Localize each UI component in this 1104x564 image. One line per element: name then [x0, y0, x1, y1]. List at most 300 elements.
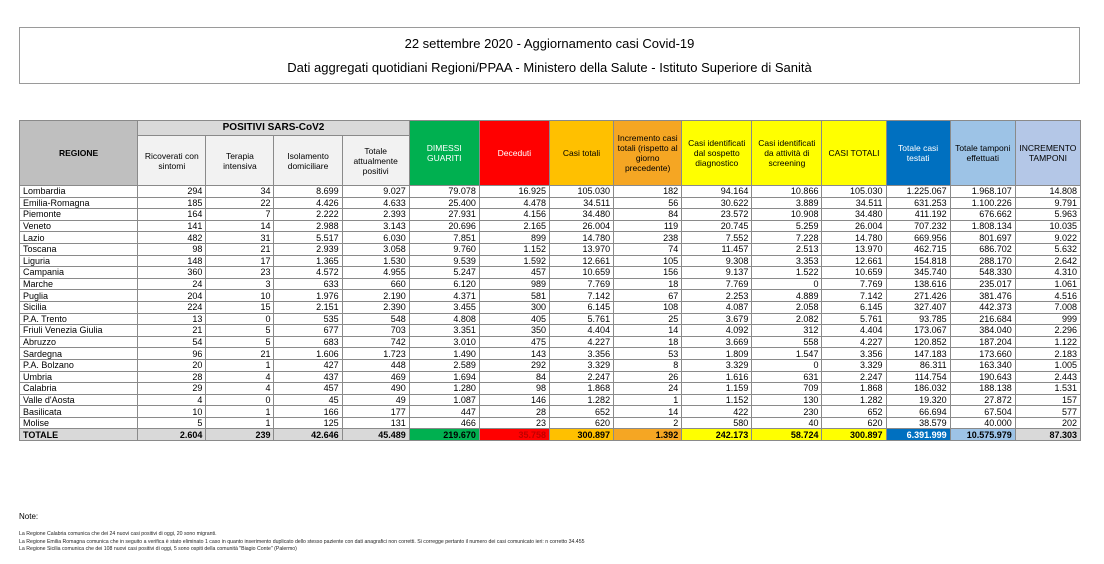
table-cell: 3.329 [822, 359, 886, 371]
col-header-casi-totali-2: CASI TOTALI [822, 121, 886, 186]
col-header-regione: REGIONE [20, 121, 138, 186]
table-cell: 7.769 [822, 278, 886, 290]
table-cell: 74 [614, 243, 682, 255]
table-cell: 1.100.226 [950, 197, 1015, 209]
region-name-cell: Marche [20, 278, 138, 290]
table-cell: 7 [206, 209, 274, 221]
table-cell: 4.371 [409, 290, 479, 302]
table-cell: 466 [409, 417, 479, 429]
table-cell: 0 [206, 394, 274, 406]
table-cell: 108 [614, 301, 682, 313]
table-cell: 652 [822, 406, 886, 418]
table-cell: 2.988 [274, 220, 342, 232]
table-cell: 18 [614, 336, 682, 348]
table-cell: 558 [752, 336, 822, 348]
table-cell: 177 [342, 406, 409, 418]
table-cell: 86.311 [886, 359, 950, 371]
col-header-sospetto-diagnostico: Casi identificati dal sospetto diagnostico [682, 121, 752, 186]
table-cell: 3 [206, 278, 274, 290]
table-cell: 457 [274, 383, 342, 395]
table-cell: 9.022 [1015, 232, 1080, 244]
table-cell: 405 [479, 313, 549, 325]
table-cell: 1.592 [479, 255, 549, 267]
table-cell: 66.694 [886, 406, 950, 418]
total-cell: 10.575.979 [950, 429, 1015, 441]
region-name-cell: Toscana [20, 243, 138, 255]
table-cell: 292 [479, 359, 549, 371]
table-cell: 5.761 [822, 313, 886, 325]
table-cell: 1 [206, 417, 274, 429]
report-title-box [19, 27, 1080, 84]
table-row [20, 278, 1081, 290]
table-cell: 5.517 [274, 232, 342, 244]
table-cell: 84 [479, 371, 549, 383]
table-cell: 29 [138, 383, 206, 395]
table-cell: 801.697 [950, 232, 1015, 244]
table-cell: 27.872 [950, 394, 1015, 406]
region-name-cell: Sicilia [20, 301, 138, 313]
table-row [20, 209, 1081, 221]
total-cell: 35.758 [479, 429, 549, 441]
region-name-cell: P.A. Bolzano [20, 359, 138, 371]
col-header-ricoverati: Ricoverati con sintomi [138, 136, 206, 186]
table-cell: 620 [822, 417, 886, 429]
table-cell: 5.963 [1015, 209, 1080, 221]
table-cell: 703 [342, 325, 409, 337]
table-cell: 5 [206, 325, 274, 337]
table-cell: 411.192 [886, 209, 950, 221]
table-cell: 105.030 [822, 186, 886, 198]
table-cell: 1.282 [822, 394, 886, 406]
table-cell: 3.353 [752, 255, 822, 267]
table-cell: 7.142 [549, 290, 613, 302]
table-cell: 9.760 [409, 243, 479, 255]
notes-heading: Note: [19, 512, 39, 521]
table-cell: 294 [138, 186, 206, 198]
table-cell: 34 [206, 186, 274, 198]
table-cell: 5 [138, 417, 206, 429]
table-cell: 482 [138, 232, 206, 244]
total-cell: 1.392 [614, 429, 682, 441]
table-cell: 27.931 [409, 209, 479, 221]
region-name-cell: Basilicata [20, 406, 138, 418]
table-cell: 381.476 [950, 290, 1015, 302]
table-cell: 204 [138, 290, 206, 302]
table-cell: 143 [479, 348, 549, 360]
table-cell: 1 [614, 394, 682, 406]
table-row [20, 313, 1081, 325]
region-name-cell: Emilia-Romagna [20, 197, 138, 209]
table-cell: 230 [752, 406, 822, 418]
table-row [20, 359, 1081, 371]
table-cell: 19.320 [886, 394, 950, 406]
note-line: La Regione Sicilia comunica che dei 108 nuovi casi positivi di oggi, 5 sono ospiti della comunità "Biagio Conte" (Palermo) [19, 546, 297, 552]
table-cell: 4.955 [342, 267, 409, 279]
table-cell: 4.426 [274, 197, 342, 209]
table-cell: 1.005 [1015, 359, 1080, 371]
table-cell: 23 [479, 417, 549, 429]
table-cell: 384.040 [950, 325, 1015, 337]
table-cell: 1.490 [409, 348, 479, 360]
table-cell: 34.480 [549, 209, 613, 221]
region-name-cell: Calabria [20, 383, 138, 395]
table-cell: 288.170 [950, 255, 1015, 267]
table-cell: 26 [614, 371, 682, 383]
table-cell: 4.404 [549, 325, 613, 337]
table-cell: 271.426 [886, 290, 950, 302]
report-title: 22 settembre 2020 - Aggiornamento casi Covid-19 [404, 36, 695, 51]
region-name-cell: P.A. Trento [20, 313, 138, 325]
table-cell: 98 [138, 243, 206, 255]
table-cell: 2.247 [822, 371, 886, 383]
table-cell: 2.165 [479, 220, 549, 232]
table-cell: 53 [614, 348, 682, 360]
table-cell: 2.183 [1015, 348, 1080, 360]
region-name-cell: Lombardia [20, 186, 138, 198]
table-cell: 6.145 [822, 301, 886, 313]
table-row [20, 220, 1081, 232]
table-cell: 4.889 [752, 290, 822, 302]
table-cell: 462.715 [886, 243, 950, 255]
table-cell: 448 [342, 359, 409, 371]
total-cell: 6.391.999 [886, 429, 950, 441]
col-header-screening: Casi identificati da attività di screening [752, 121, 822, 186]
table-cell: 2.253 [682, 290, 752, 302]
table-cell: 1.547 [752, 348, 822, 360]
note-line: La Regione Calabria comunica che dei 24 nuovi casi positivi di oggi, 20 sono migranti. [19, 531, 217, 537]
table-cell: 2.058 [752, 301, 822, 313]
table-cell: 45 [274, 394, 342, 406]
table-cell: 4.808 [409, 313, 479, 325]
table-cell: 437 [274, 371, 342, 383]
region-name-cell: Campania [20, 267, 138, 279]
table-cell: 11.457 [682, 243, 752, 255]
table-cell: 581 [479, 290, 549, 302]
table-cell: 120.852 [886, 336, 950, 348]
region-name-cell: Piemonte [20, 209, 138, 221]
table-cell: 235.017 [950, 278, 1015, 290]
table-cell: 5 [206, 336, 274, 348]
table-cell: 10.035 [1015, 220, 1080, 232]
region-name-cell: Umbria [20, 371, 138, 383]
table-row [20, 301, 1081, 313]
total-label-cell: TOTALE [20, 429, 138, 441]
table-cell: 166 [274, 406, 342, 418]
table-cell: 3.329 [549, 359, 613, 371]
table-cell: 1.282 [549, 394, 613, 406]
table-cell: 2.513 [752, 243, 822, 255]
total-cell: 2.604 [138, 429, 206, 441]
table-cell: 1.225.067 [886, 186, 950, 198]
table-row [20, 267, 1081, 279]
table-row [20, 197, 1081, 209]
table-cell: 12.661 [549, 255, 613, 267]
table-cell: 67 [614, 290, 682, 302]
table-cell: 14 [614, 406, 682, 418]
table-cell: 2.082 [752, 313, 822, 325]
table-cell: 38.579 [886, 417, 950, 429]
total-cell: 239 [206, 429, 274, 441]
table-cell: 4.310 [1015, 267, 1080, 279]
table-cell: 669.956 [886, 232, 950, 244]
table-cell: 24 [614, 383, 682, 395]
table-cell: 1.152 [682, 394, 752, 406]
table-cell: 3.669 [682, 336, 752, 348]
table-cell: 3.679 [682, 313, 752, 325]
table-cell: 7.552 [682, 232, 752, 244]
table-cell: 28 [479, 406, 549, 418]
table-cell: 5.761 [549, 313, 613, 325]
table-cell: 10 [206, 290, 274, 302]
table-cell: 442.373 [950, 301, 1015, 313]
table-cell: 709 [752, 383, 822, 395]
total-cell: 300.897 [822, 429, 886, 441]
table-cell: 141 [138, 220, 206, 232]
table-cell: 56 [614, 197, 682, 209]
table-cell: 2.190 [342, 290, 409, 302]
note-line: La Regione Emilia Romagna comunica che in seguito a verifica è stato eliminato 1 caso in quanto inserimento duplicato dello stesso paziente con dati anagrafici non corretti. Si corregge pertanto il numero dei casi comunicato ieri: n corretto 34.455 [19, 538, 585, 545]
table-cell: 156 [614, 267, 682, 279]
table-cell: 707.232 [886, 220, 950, 232]
table-cell: 9.027 [342, 186, 409, 198]
table-row [20, 336, 1081, 348]
table-cell: 34.480 [822, 209, 886, 221]
table-row [20, 255, 1081, 267]
table-cell: 999 [1015, 313, 1080, 325]
table-cell: 1.616 [682, 371, 752, 383]
table-cell: 20.745 [682, 220, 752, 232]
table-row [20, 406, 1081, 418]
table-cell: 148 [138, 255, 206, 267]
col-header-incremento-casi: Incremento casi totali (rispetto al giorno precedente) [614, 121, 682, 186]
col-header-attualmente-positivi: Totale attualmente positivi [342, 136, 409, 186]
table-cell: 677 [274, 325, 342, 337]
table-cell: 14.808 [1015, 186, 1080, 198]
table-row [20, 232, 1081, 244]
table-cell: 3.889 [752, 197, 822, 209]
total-cell: 45.489 [342, 429, 409, 441]
table-cell: 22 [206, 197, 274, 209]
table-cell: 676.662 [950, 209, 1015, 221]
table-cell: 185 [138, 197, 206, 209]
table-cell: 164 [138, 209, 206, 221]
group-header-positivi: POSITIVI SARS-CoV2 [138, 121, 410, 136]
table-cell: 14 [206, 220, 274, 232]
table-cell: 182 [614, 186, 682, 198]
total-cell: 300.897 [549, 429, 613, 441]
table-row [20, 186, 1081, 198]
table-cell: 9.137 [682, 267, 752, 279]
table-cell: 26.004 [549, 220, 613, 232]
table-cell: 79.078 [409, 186, 479, 198]
table-cell: 1.808.134 [950, 220, 1015, 232]
table-cell: 2.247 [549, 371, 613, 383]
table-cell: 4 [206, 371, 274, 383]
table-cell: 130 [752, 394, 822, 406]
table-cell: 10 [138, 406, 206, 418]
region-name-cell: Abruzzo [20, 336, 138, 348]
table-cell: 652 [549, 406, 613, 418]
table-cell: 1.522 [752, 267, 822, 279]
table-cell: 125 [274, 417, 342, 429]
table-cell: 23 [206, 267, 274, 279]
table-cell: 4.516 [1015, 290, 1080, 302]
table-cell: 40 [752, 417, 822, 429]
table-cell: 6.030 [342, 232, 409, 244]
table-cell: 2.393 [342, 209, 409, 221]
table-cell: 5.632 [1015, 243, 1080, 255]
table-cell: 3.356 [549, 348, 613, 360]
table-cell: 114.754 [886, 371, 950, 383]
table-cell: 15 [206, 301, 274, 313]
region-name-cell: Valle d'Aosta [20, 394, 138, 406]
table-cell: 633 [274, 278, 342, 290]
table-cell: 13 [138, 313, 206, 325]
table-cell: 4 [206, 383, 274, 395]
table-cell: 2.642 [1015, 255, 1080, 267]
table-cell: 1 [206, 406, 274, 418]
region-name-cell: Sardegna [20, 348, 138, 360]
table-cell: 18 [614, 278, 682, 290]
region-name-cell: Liguria [20, 255, 138, 267]
table-cell: 26.004 [822, 220, 886, 232]
table-cell: 631 [752, 371, 822, 383]
table-cell: 5.247 [409, 267, 479, 279]
table-cell: 105.030 [549, 186, 613, 198]
covid-regional-table [19, 120, 1081, 441]
table-cell: 25 [614, 313, 682, 325]
table-cell: 216.684 [950, 313, 1015, 325]
table-cell: 21 [206, 243, 274, 255]
table-cell: 490 [342, 383, 409, 395]
region-name-cell: Lazio [20, 232, 138, 244]
table-cell: 1.868 [549, 383, 613, 395]
table-cell: 96 [138, 348, 206, 360]
table-cell: 9.791 [1015, 197, 1080, 209]
table-cell: 21 [138, 325, 206, 337]
table-cell: 17 [206, 255, 274, 267]
table-cell: 1.122 [1015, 336, 1080, 348]
table-cell: 163.340 [950, 359, 1015, 371]
table-cell: 660 [342, 278, 409, 290]
total-cell: 42.646 [274, 429, 342, 441]
table-cell: 300 [479, 301, 549, 313]
table-cell: 98 [479, 383, 549, 395]
table-cell: 422 [682, 406, 752, 418]
table-cell: 131 [342, 417, 409, 429]
table-cell: 202 [1015, 417, 1080, 429]
table-cell: 7.769 [549, 278, 613, 290]
notes-section [19, 512, 584, 554]
table-cell: 1.530 [342, 255, 409, 267]
table-cell: 4.478 [479, 197, 549, 209]
col-header-casi-totali: Casi totali [549, 121, 613, 186]
table-cell: 4.572 [274, 267, 342, 279]
table-cell: 20 [138, 359, 206, 371]
table-cell: 67.504 [950, 406, 1015, 418]
table-cell: 683 [274, 336, 342, 348]
table-cell: 119 [614, 220, 682, 232]
table-cell: 1.968.107 [950, 186, 1015, 198]
table-cell: 0 [752, 278, 822, 290]
table-row [20, 383, 1081, 395]
table-cell: 4 [138, 394, 206, 406]
table-cell: 2.296 [1015, 325, 1080, 337]
table-cell: 7.851 [409, 232, 479, 244]
table-cell: 24 [138, 278, 206, 290]
table-row [20, 348, 1081, 360]
table-cell: 14.780 [549, 232, 613, 244]
table-cell: 4.404 [822, 325, 886, 337]
table-cell: 21 [206, 348, 274, 360]
table-cell: 2.390 [342, 301, 409, 313]
table-cell: 238 [614, 232, 682, 244]
table-cell: 173.067 [886, 325, 950, 337]
table-cell: 312 [752, 325, 822, 337]
table-cell: 548 [342, 313, 409, 325]
table-cell: 105 [614, 255, 682, 267]
table-cell: 14.780 [822, 232, 886, 244]
table-cell: 138.616 [886, 278, 950, 290]
col-header-casi-testati: Totale casi testati [886, 121, 950, 186]
table-cell: 0 [206, 313, 274, 325]
table-cell: 6.145 [549, 301, 613, 313]
table-cell: 475 [479, 336, 549, 348]
table-cell: 31 [206, 232, 274, 244]
table-cell: 3.329 [682, 359, 752, 371]
table-cell: 34.511 [549, 197, 613, 209]
table-cell: 187.204 [950, 336, 1015, 348]
table-cell: 1.365 [274, 255, 342, 267]
table-cell: 10.866 [752, 186, 822, 198]
table-cell: 25.400 [409, 197, 479, 209]
table-cell: 2.589 [409, 359, 479, 371]
table-cell: 899 [479, 232, 549, 244]
table-cell: 3.058 [342, 243, 409, 255]
total-cell: 58.724 [752, 429, 822, 441]
table-cell: 3.455 [409, 301, 479, 313]
table-cell: 28 [138, 371, 206, 383]
table-cell: 3.351 [409, 325, 479, 337]
table-cell: 427 [274, 359, 342, 371]
total-cell: 242.173 [682, 429, 752, 441]
table-cell: 1.606 [274, 348, 342, 360]
table-row [20, 394, 1081, 406]
table-cell: 13.970 [822, 243, 886, 255]
table-row [20, 417, 1081, 429]
table-cell: 7.769 [682, 278, 752, 290]
table-cell: 4.087 [682, 301, 752, 313]
table-cell: 1.087 [409, 394, 479, 406]
table-cell: 4.156 [479, 209, 549, 221]
table-cell: 7.008 [1015, 301, 1080, 313]
table-cell: 631.253 [886, 197, 950, 209]
table-cell: 548.330 [950, 267, 1015, 279]
table-cell: 4.633 [342, 197, 409, 209]
table-cell: 2.443 [1015, 371, 1080, 383]
table-cell: 989 [479, 278, 549, 290]
table-cell: 23.572 [682, 209, 752, 221]
table-cell: 1.159 [682, 383, 752, 395]
table-cell: 327.407 [886, 301, 950, 313]
table-cell: 1.531 [1015, 383, 1080, 395]
table-cell: 190.643 [950, 371, 1015, 383]
table-cell: 9.308 [682, 255, 752, 267]
col-header-deceduti: Deceduti [479, 121, 549, 186]
table-row [20, 371, 1081, 383]
table-cell: 1.694 [409, 371, 479, 383]
table-cell: 16.925 [479, 186, 549, 198]
